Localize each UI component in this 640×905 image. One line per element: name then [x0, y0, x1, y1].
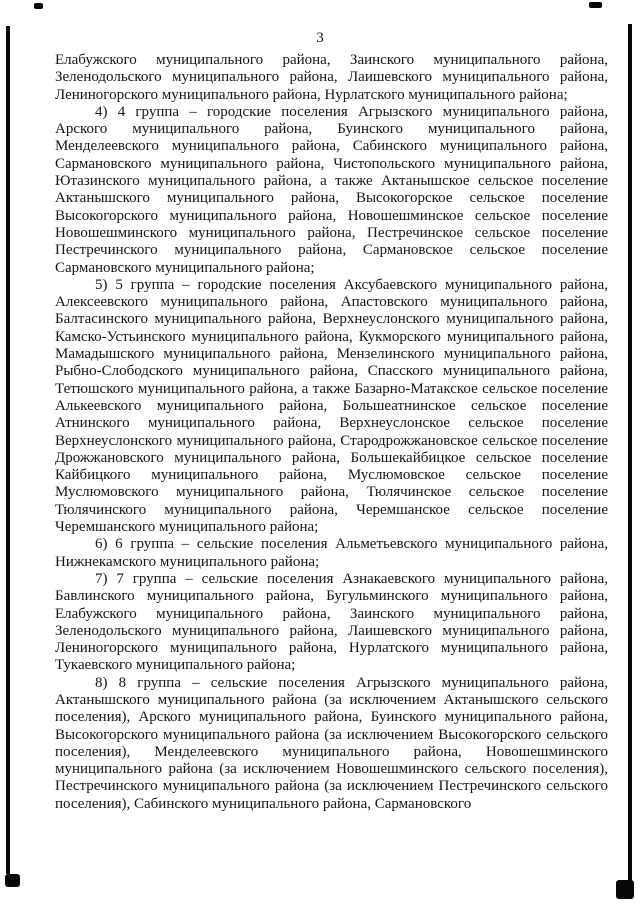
scan-mark-bottom-right [616, 880, 634, 899]
scan-mark-top-left [34, 3, 43, 9]
paragraph-group-4: 4) 4 группа – городские поселения Агрызского муниципального района, Арского муниципального района, Буинского муниципального района, Менделеевского муниципального района, Сабинского муниципального района, Сармановского муниципального района, Чистопольского муниципального района, Ютазинского муниципального района, а также Актанышское сельское поселение Актанышского муниципального района, Высокогорское сельское поселение Высокогорского муниципального района, Новошешминское сельское поселение Новошешминского муниципального района, Пестречинское сельское поселение Пестречинского муниципального района, Сармановское сельское поселение Сармановского муниципального района; [55, 103, 608, 276]
paragraph-group-5: 5) 5 группа – городские поселения Аксубаевского муниципального района, Алексеевского муниципального района, Апастовского муниципального района, Балтасинского муниципального района, Верхнеуслонского муниципального района, Камско-Устьинского муниципального района, Кукморского муниципального района, Мамадышского муниципального района, Мензелинского муниципального района, Рыбно-Слободского муниципального района, Спасского муниципального района, Тетюшского муниципального района, а также Базарно-Матакское сельское поселение Алькеевского муниципального района, Большеатнинское сельское поселение Атнинского муниципального района, Верхнеуслонское сельское поселение Верхнеуслонского муниципального района, Стародрожжановское сельское поселение Дрожжановского муниципального района, Большекайбицкое сельское поселение Кайбицкого муниципального района, Муслюмовское сельское поселение Муслюмовского муниципального района, Тюлячинское сельское поселение Тюлячинского муниципального района, Черемшанское сельское поселение Черемшанского муниципального района; [55, 276, 608, 536]
page-number: 3 [316, 30, 324, 46]
paragraph-group-6: 6) 6 группа – сельские поселения Альметьевского муниципального района, Нижнекамского муниципального района; [55, 536, 608, 570]
paragraph-group-8: 8) 8 группа – сельские поселения Агрызского муниципального района, Актанышского муниципального района (за исключением Актанышского сельского поселения), Арского муниципального района, Буинского муниципального района, Высокогорского муниципального района (за исключением Высокогорского сельского поселения), Менделеевского муниципального района, Новошешминского муниципального района (за исключением Новошешминского сельского поселения), Пестречинского муниципального района (за исключением Пестречинского сельского поселения), Сабинского муниципального района, Сармановского [55, 674, 608, 812]
paragraph-continuation: Елабужского муниципального района, Заинского муниципального района, Зеленодольского муниципального района, Лаишевского муниципального района, Лениногорского муниципального района, Нурлатского муниципального района; [55, 52, 608, 103]
scan-edge-right [628, 24, 632, 890]
scan-mark-top-right [589, 2, 602, 8]
document-body [55, 52, 608, 813]
scan-edge-left [6, 26, 10, 874]
paragraph-group-7: 7) 7 группа – сельские поселения Азнакаевского муниципального района, Бавлинского муниципального района, Бугульминского муниципального района, Елабужского муниципального района, Заинского муниципального района, Зеленодольского муниципального района, Лаишевского муниципального района, Лениногорского муниципального района, Нурлатского муниципального района, Тукаевского муниципального района; [55, 570, 608, 674]
scan-mark-bottom-left [5, 874, 20, 887]
